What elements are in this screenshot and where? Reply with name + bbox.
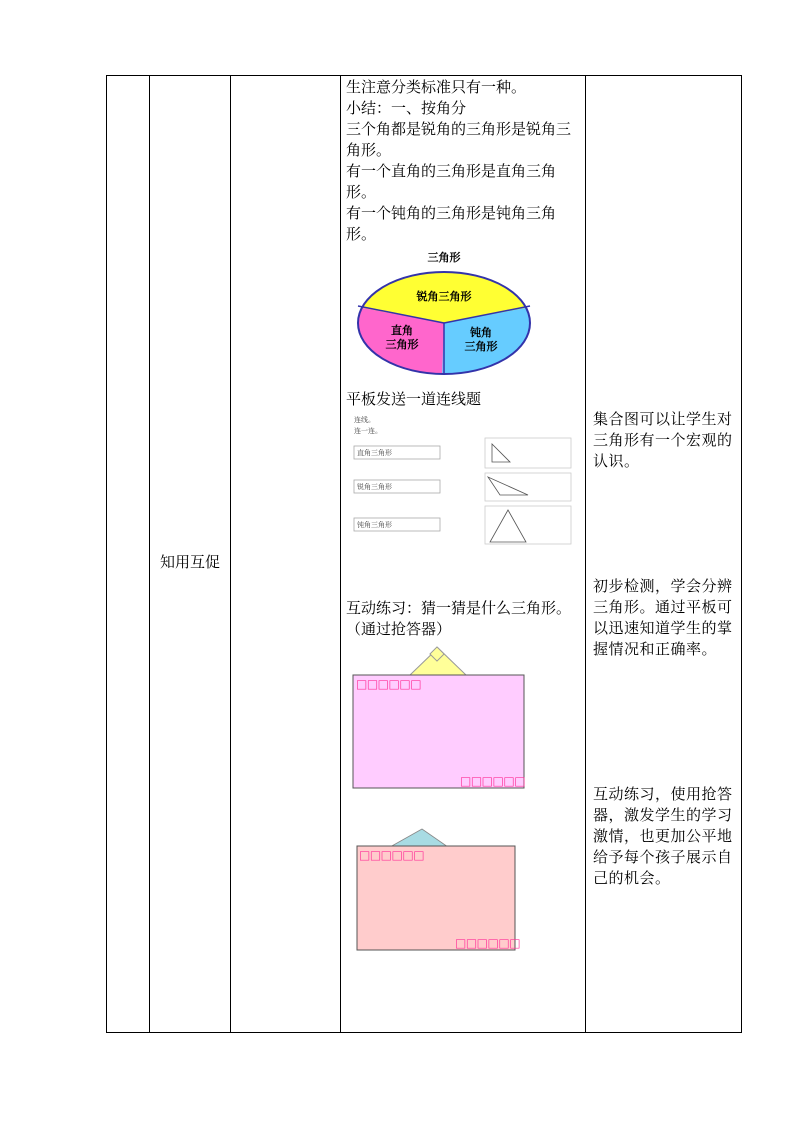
buzzer-boxes: □□□□□□: [359, 848, 425, 862]
table-col-border: [230, 75, 231, 1033]
activity-line: 有一个钝角的三角形是钝角三角形。: [346, 204, 557, 243]
triangle-set-diagram: [352, 246, 536, 378]
buzzer-boxes: □□□□□□: [455, 936, 521, 950]
design-note: 互动练习，使用抢答器，激发学生的学习激情，也更加公平地给予每个孩子展示自己的机会。: [593, 785, 733, 887]
table-col-border: [741, 75, 742, 1033]
activity-line: 生注意分类标准只有一种。: [346, 78, 527, 96]
stage-label: 知用互促: [159, 553, 220, 571]
obtuse-label-2: 三角形: [464, 340, 498, 353]
design-note: 初步检测，学会分辨三角形。通过平板可以迅速知道学生的掌握情况和正确率。: [593, 577, 733, 658]
table-col-border: [340, 75, 341, 1033]
table-bottom-border: [106, 1032, 742, 1033]
buzzer-boxes: □□□□□□: [460, 774, 526, 788]
matching-instruction-2: 连一连。: [354, 427, 382, 435]
buzzer-card-salmon: [352, 826, 522, 954]
matching-label: 钝角三角形: [357, 521, 392, 529]
interactive-exercise-text: 互动练习：猜一猜是什么三角形。（通过抢答器）: [346, 599, 572, 638]
activity-line: 三个角都是锐角的三角形是锐角三角形。: [346, 120, 572, 159]
buzzer-card-pink: [350, 645, 530, 793]
acute-label: 锐角三角形: [416, 290, 472, 303]
buzzer-boxes: □□□□□□: [356, 677, 422, 691]
set-diagram-title: 三角形: [427, 251, 461, 264]
matching-instruction-1: 连线。: [354, 416, 375, 424]
table-col-border: [106, 75, 107, 1033]
right-label-1: 直角: [391, 324, 413, 337]
table-top-border: [106, 75, 742, 76]
tablet-task-text: 平板发送一道连线题: [346, 390, 482, 408]
activity-line: 小结：一、按角分: [346, 99, 467, 117]
design-note: 集合图可以让学生对三角形有一个宏观的认识。: [593, 410, 733, 470]
obtuse-label-1: 钝角: [470, 326, 492, 339]
matching-label: 直角三角形: [357, 449, 392, 457]
activity-line: 有一个直角的三角形是直角三角形。: [346, 162, 557, 201]
right-label-2: 三角形: [385, 338, 419, 351]
activity-text: [346, 77, 582, 245]
matching-exercise: [350, 412, 576, 548]
table-col-border: [585, 75, 586, 1033]
matching-label: 锐角三角形: [357, 483, 392, 491]
